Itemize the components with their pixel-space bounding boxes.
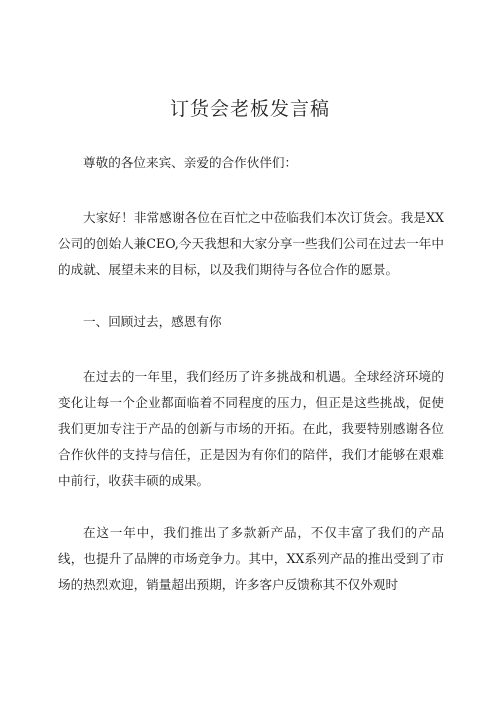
review-paragraph: 在过去的一年里，我们经历了许多挑战和机遇。全球经济环境的变化让每一个企业都面临着不同程度的压力，但正是这些挑战，促使我们更加专注于产品的创新与市场的开拓。在此，我要特别感谢各位合作伙伴的支持与信任，正是因为有你们的陪伴，我们才能够在艰难中前行，收获丰硕的成果。 (58, 369, 444, 488)
document-body (58, 150, 444, 624)
products-paragraph: 在这一年中，我们推出了多款新产品，不仅丰富了我们的产品线，也提升了品牌的市场竞争力。其中，XX系列产品的推出受到了市场的热烈欢迎，销量超出预期，许多客户反馈称其不仅外观时 (58, 525, 444, 592)
section-heading-review: 一、回顾过去，感恩有你 (83, 314, 222, 329)
greeting-paragraph: 尊敬的各位来宾、亲爱的合作伙伴们： (83, 155, 298, 170)
document-title: 订货会老板发言稿 (169, 98, 330, 120)
intro-paragraph: 大家好！非常感谢各位在百忙之中莅临我们本次订货会。我是XX公司的创始人兼CEO,今天我想和大家分享一些我们公司在过去一年中的成就、展望未来的目标，以及我们期待与各位合作的愿景。 (58, 210, 444, 277)
